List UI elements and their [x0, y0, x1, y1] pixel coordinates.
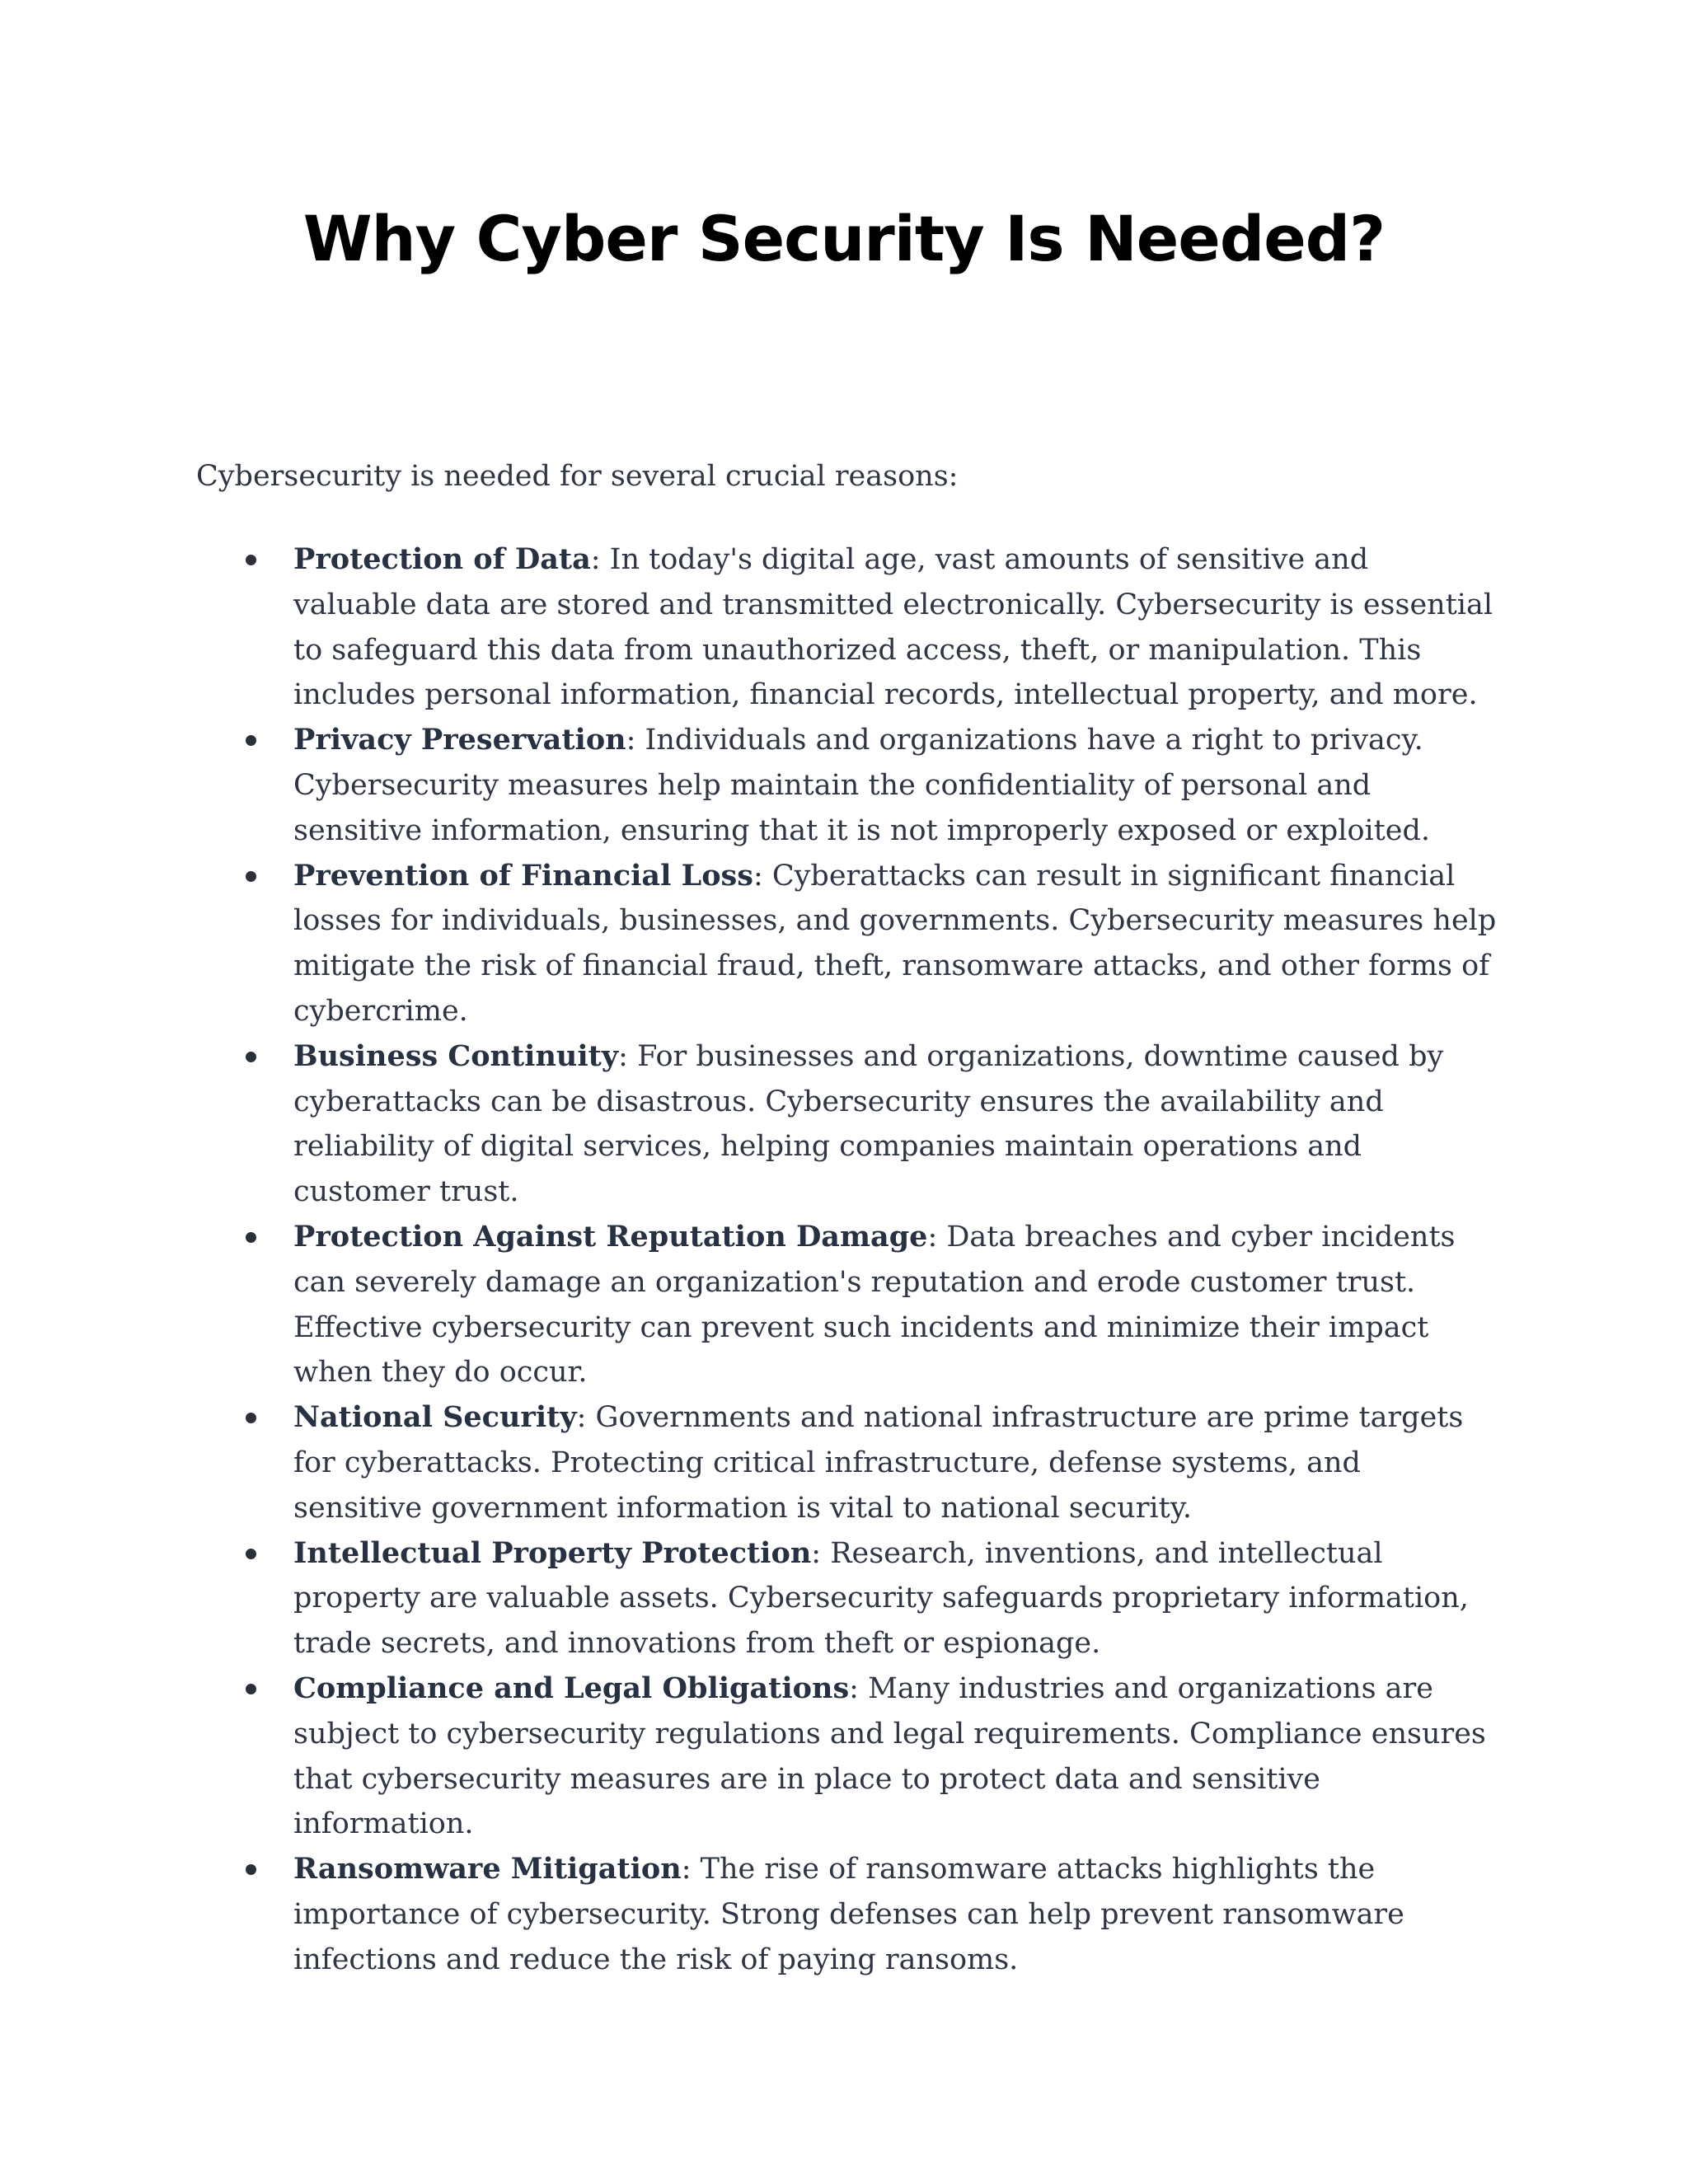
- reason-text: : Many industries and organizations are subject to cybersecurity regulations and legal requirements. Compliance ensures that cybersecurity measures are in place to protect data and sensitive information.: [293, 1671, 1486, 1841]
- reason-text: : Individuals and organizations have a right to privacy. Cybersecurity measures help maintain the confidentiality of personal and sensitive information, ensuring that it is not improperly exposed or exploited.: [293, 724, 1431, 847]
- reason-title: Privacy Preservation: [293, 723, 626, 757]
- reason-title: Prevention of Financial Loss: [293, 858, 753, 893]
- reason-text: : Governments and national infrastructure are prime targets for cyberattacks. Protecting critical infrastructure, defense systems, and sensitive government information is vital to national security.: [293, 1401, 1464, 1525]
- reason-text: : For businesses and organizations, downtime caused by cyberattacks can be disastrous. Cybersecurity ensures the availability and reliability of digital services, helping companies maintain operations and customer trust.: [293, 1039, 1444, 1209]
- reason-text: : In today's digital age, vast amounts of sensitive and valuable data are stored and transmitted electronically. Cybersecurity is essential to safeguard this data from unauthorized access, theft, or manipulation. This includes personal information, financial records, intellectual property, and more.: [293, 543, 1493, 712]
- bullet-icon: [246, 555, 256, 565]
- reason-title: Protection of Data: [293, 542, 591, 576]
- list-item: [196, 718, 1498, 853]
- list-item: [196, 1666, 1498, 1847]
- bullet-icon: [246, 1052, 256, 1062]
- reason-title: Business Continuity: [293, 1038, 619, 1073]
- reason-text: : Research, inventions, and intellectual property are valuable assets. Cybersecurity safeguards proprietary information, trade secrets, and innovations from theft or espionage.: [293, 1536, 1469, 1661]
- intro-paragraph: Cybersecurity is needed for several crucial reasons:: [196, 460, 959, 493]
- reasons-list: [196, 537, 1498, 1983]
- list-item: [196, 854, 1498, 1034]
- reason-title: Ransomware Mitigation: [293, 1852, 682, 1886]
- reason-title: Protection Against Reputation Damage: [293, 1219, 928, 1254]
- list-item: [196, 1215, 1498, 1395]
- list-item: [196, 1531, 1498, 1666]
- list-item: [196, 537, 1498, 718]
- reason-text: : Cyberattacks can result in significant financial losses for individuals, businesses, and governments. Cybersecurity measures help mitigate the risk of financial fraud, theft, ransomware attacks, and other forms of cybercrime.: [293, 859, 1497, 1028]
- bullet-icon: [246, 1549, 256, 1559]
- bullet-icon: [246, 871, 256, 882]
- reason-title: Intellectual Property Protection: [293, 1535, 812, 1570]
- page-title: Why Cyber Security Is Needed?: [302, 202, 1386, 275]
- bullet-icon: [246, 1864, 256, 1875]
- list-item: [196, 1847, 1498, 1982]
- list-item: [196, 1034, 1498, 1215]
- reason-text: : Data breaches and cyber incidents can severely damage an organization's reputation and erode customer trust. Effective cybersecurity can prevent such incidents and minimize their impact when they do occur.: [293, 1220, 1456, 1390]
- bullet-icon: [246, 1413, 256, 1423]
- bullet-icon: [246, 1232, 256, 1243]
- reason-title: National Security: [293, 1400, 577, 1435]
- list-item: [196, 1395, 1498, 1530]
- reason-text: : The rise of ransomware attacks highlights the importance of cybersecurity. Strong defenses can help prevent ransomware infections and reduce the risk of paying ransoms.: [293, 1853, 1404, 1976]
- bullet-icon: [246, 735, 256, 746]
- reason-title: Compliance and Legal Obligations: [293, 1671, 850, 1705]
- bullet-icon: [246, 1684, 256, 1694]
